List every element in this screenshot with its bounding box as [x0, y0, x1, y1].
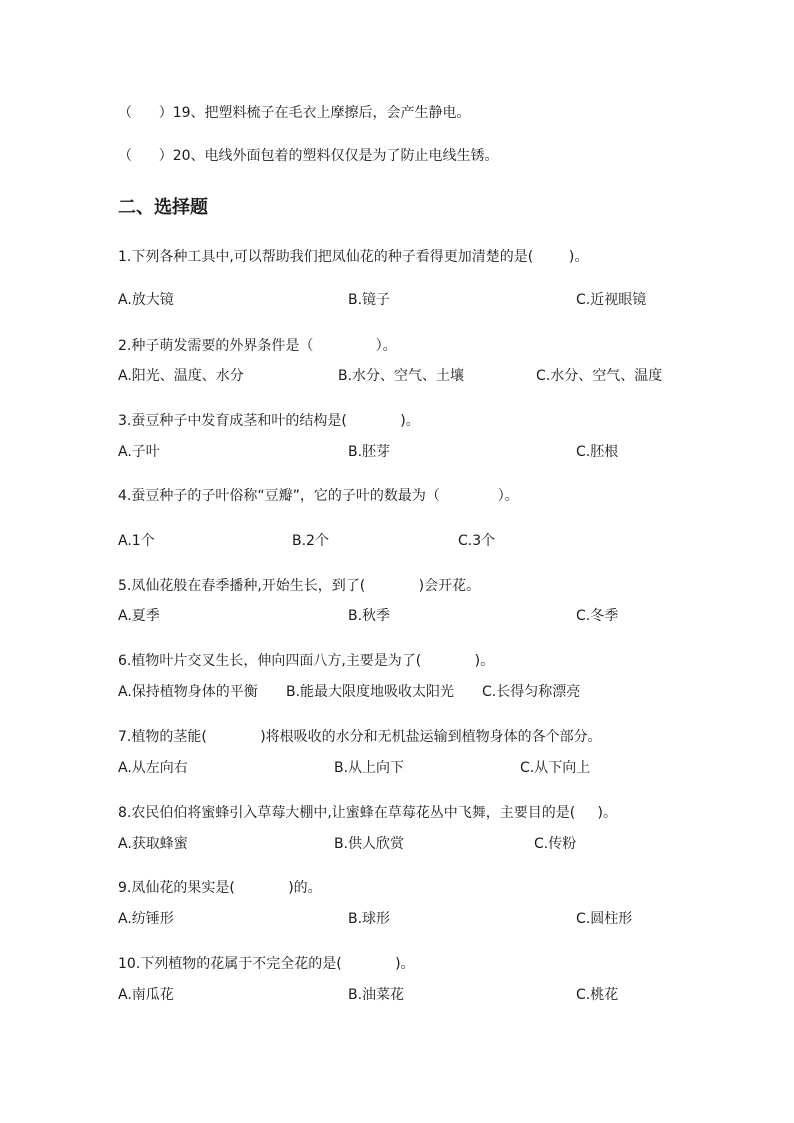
option-a: A.1个 — [118, 533, 155, 549]
option-a: A.保持植物身体的平衡 — [118, 684, 258, 700]
question-stem-1: 1.下列各种工具中,可以帮助我们把凤仙花的种子看得更加清楚的是( )。 — [118, 249, 589, 265]
question-stem-4: 4.蚕豆种子的子叶俗称“豆瓣”，它的子叶的数最为（ ）。 — [118, 488, 519, 504]
question-stem-6: 6.植物叶片交叉生长，伸向四面八方,主要是为了( )。 — [118, 653, 495, 669]
statement-text: 19、把塑料梳子在毛衣上摩擦后，会产生静电。 — [172, 105, 471, 121]
question-stem-5: 5.凤仙花般在春季播种,开始生长，到了( )会开花。 — [118, 578, 481, 594]
option-b: B.水分、空气、土壤 — [338, 368, 465, 384]
option-b: B.2个 — [292, 533, 329, 549]
option-b: B.从上向下 — [334, 760, 405, 776]
option-a: A.放大镜 — [118, 292, 174, 308]
option-c: C.冬季 — [576, 608, 619, 624]
question-stem-2: 2.种子萌发需要的外界条件是（ ）。 — [118, 338, 397, 354]
option-c: C.传粉 — [534, 836, 577, 852]
option-c: C.长得匀称漂亮 — [482, 684, 581, 700]
option-a: A.纺锤形 — [118, 911, 174, 927]
question-stem-8: 8.农民伯伯将蜜蜂引入草莓大棚中,让蜜蜂在草莓花丛中飞舞，主要目的是( )。 — [118, 805, 617, 821]
option-a: A.南瓜花 — [118, 987, 174, 1003]
true-false-item-19 — [118, 103, 471, 123]
option-a: A.从左向右 — [118, 760, 188, 776]
option-b: B.镜子 — [348, 292, 391, 308]
option-c: C.水分、空气、温度 — [536, 368, 663, 384]
true-false-item-20 — [118, 146, 499, 166]
option-b: B.油菜花 — [348, 987, 405, 1003]
option-a: A.阳光、温度、水分 — [118, 368, 244, 384]
option-b: B.胚芽 — [348, 444, 391, 460]
question-stem-7: 7.植物的茎能( )将根吸收的水分和无机盐运输到植物身体的各个部分。 — [118, 729, 602, 745]
option-c: C.圆柱形 — [576, 911, 633, 927]
option-c: C.3个 — [458, 533, 496, 549]
option-a: A.获取蜂蜜 — [118, 836, 188, 852]
option-c: C.胚根 — [576, 444, 619, 460]
section-title: 二、选择题 — [118, 197, 208, 218]
option-c: C.从下向上 — [520, 760, 591, 776]
statement-text: 20、电线外面包着的塑料仅仅是为了防止电线生锈。 — [172, 148, 499, 164]
option-a: A.子叶 — [118, 444, 160, 460]
option-a: A.夏季 — [118, 608, 160, 624]
answer-paren: （ ） — [118, 148, 173, 164]
option-b: B.供人欣赏 — [334, 836, 405, 852]
question-stem-3: 3.蚕豆种子中发育成茎和叶的结构是( )。 — [118, 413, 420, 429]
option-b: B.能最大限度地吸收太阳光 — [286, 684, 455, 700]
option-c: C.近视眼镜 — [576, 292, 647, 308]
option-b: B.秋季 — [348, 608, 391, 624]
answer-paren: （ ） — [118, 105, 173, 121]
option-c: C.桃花 — [576, 987, 619, 1003]
question-stem-9: 9.凤仙花的果实是( )的。 — [118, 880, 322, 896]
question-stem-10: 10.下列植物的花属于不完全花的是( )。 — [118, 956, 415, 972]
option-b: B.球形 — [348, 911, 391, 927]
